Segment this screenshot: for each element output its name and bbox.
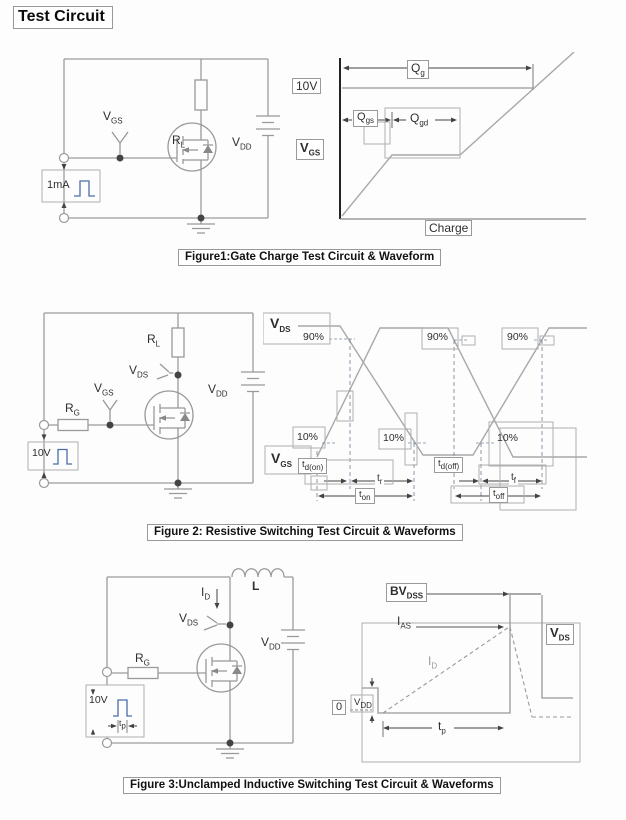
ton-label: $t_{on}$ (355, 488, 375, 504)
vds-probe-symbol (157, 364, 174, 379)
vdd-label: $V_{DD}$ (261, 635, 281, 652)
bvdss-label: $BV_{DSS}$ (386, 583, 427, 602)
id-label: $I_D$ (201, 585, 211, 602)
id-label: $I_D$ (428, 654, 438, 671)
resistor-rl-symbol (172, 328, 184, 357)
source-node-dot (227, 740, 234, 747)
fig3-caption: Figure 3:Unclamped Inductive Switching Test Circuit & Waveforms (123, 777, 501, 794)
vds-probe-symbol (204, 616, 226, 630)
vds-label: $V_{DS}$ (546, 624, 574, 645)
battery-vdd-symbol (281, 577, 305, 743)
charge-axis-label: Charge (425, 220, 472, 236)
tp-label: $t_p$ (438, 719, 446, 736)
battery-vdd-symbol (241, 313, 265, 483)
ias-label: $I_{AS}$ (397, 614, 412, 631)
terminal-gate (60, 154, 69, 163)
rl-label: $R_L$ (147, 332, 161, 349)
terminal-gate (103, 668, 112, 677)
inductor-symbol (232, 569, 284, 577)
fig3-uis-waveform (328, 570, 626, 775)
fig3-inductive-switching-circuit (80, 553, 330, 778)
vgs-trace-label: $V_{GS}$ (271, 450, 292, 469)
source-node-dot (198, 215, 205, 222)
resistor-rl-symbol (195, 80, 207, 110)
pct10-label-3: 10% (497, 432, 519, 444)
bvdss-reference-line (427, 592, 541, 597)
vdd-label: $V_{DD}$ (232, 135, 252, 152)
vgs-label: $V_{GS}$ (94, 381, 114, 398)
resistor-rg-symbol (128, 668, 158, 679)
vds-trace (362, 595, 573, 713)
qgs-label: $Q_{gs}$ (353, 110, 378, 127)
tr-label: $t_r$ (377, 473, 383, 486)
rg-label: $R_G$ (135, 651, 150, 668)
td-off-label: $t_{d(off)}$ (434, 457, 463, 473)
fig2-switching-waveform (263, 303, 623, 518)
fig1-caption: Figure1:Gate Charge Test Circuit & Waveform (178, 249, 441, 266)
vgs-label: $V_{GS}$ (103, 109, 123, 126)
source-current-label: 1mA (47, 179, 70, 191)
vgs-axis-label: $V_{GS}$ (296, 139, 324, 160)
drain-node-dot (227, 622, 234, 629)
source-voltage-label: 10V (32, 447, 51, 459)
page-title: Test Circuit (13, 6, 113, 29)
vds-label: $V_{DS}$ (129, 363, 149, 380)
vdd-label: $V_{DD}$ (354, 697, 372, 710)
terminal-return (103, 739, 112, 748)
ias-reference-line (416, 625, 504, 630)
resistor-rg-symbol (58, 420, 88, 431)
ten-volt-label: 10V (292, 78, 321, 94)
vgs-probe-symbol (103, 400, 117, 421)
rg-label: $R_G$ (65, 401, 80, 418)
qg-label: $Q_g$ (407, 60, 429, 79)
tp-label: $t_p$ (119, 718, 126, 731)
tf-label: $t_f$ (511, 472, 517, 485)
pct90-label-2: 90% (427, 331, 449, 343)
pulse-voltage-source (86, 685, 144, 737)
fig1-gate-charge-circuit (40, 52, 280, 252)
fig3-waveform-drawing (328, 570, 626, 775)
fig1-circuit-drawing (40, 52, 280, 252)
fig2-resistive-switching-circuit (25, 298, 270, 513)
fig1-gate-charge-waveform (288, 52, 598, 252)
battery-vdd-symbol (256, 59, 280, 218)
gate-node-dot (117, 155, 124, 162)
vdd-label: $V_{DD}$ (208, 382, 228, 399)
terminal-return (40, 479, 49, 488)
qgs-arrow (342, 118, 352, 123)
mosfet-symbol (145, 391, 193, 439)
pct90-label-3: 90% (507, 331, 529, 343)
fig2-caption: Figure 2: Resistive Switching Test Circuit & Waveforms (147, 524, 463, 541)
vgs-trace (317, 328, 587, 457)
rl-label: $R_L$ (172, 133, 186, 150)
drain-node-dot (175, 372, 182, 379)
vgs-charge-curve (342, 52, 574, 216)
pct90-label-1: 90% (303, 331, 325, 343)
zero-label: 0 (332, 700, 346, 715)
vds-label: $V_{DS}$ (179, 611, 199, 628)
source-voltage-label: 10V (89, 694, 108, 706)
qgd-label: $Q_{gd}$ (410, 111, 429, 128)
fig2-circuit-drawing (25, 298, 270, 513)
vds-trace-label: $V_{DS}$ (270, 315, 291, 334)
terminal-gate (40, 421, 49, 430)
source-node-dot (175, 480, 182, 487)
td-off-arrow (459, 479, 479, 484)
qg-span-arrow (343, 66, 532, 71)
pct10-label-1: 10% (297, 431, 319, 443)
pct10-label-2: 10% (383, 432, 405, 444)
gate-node-dot (107, 422, 114, 429)
inductor-label: L (252, 579, 260, 593)
vgs-probe-symbol (112, 132, 128, 154)
td-on-label: $t_{d(on)}$ (298, 458, 327, 474)
mosfet-symbol (197, 644, 245, 692)
terminal-return (60, 214, 69, 223)
id-current-arrow (215, 589, 220, 609)
toff-label: $t_{off}$ (489, 487, 508, 503)
dashed-level-lines (322, 339, 549, 443)
